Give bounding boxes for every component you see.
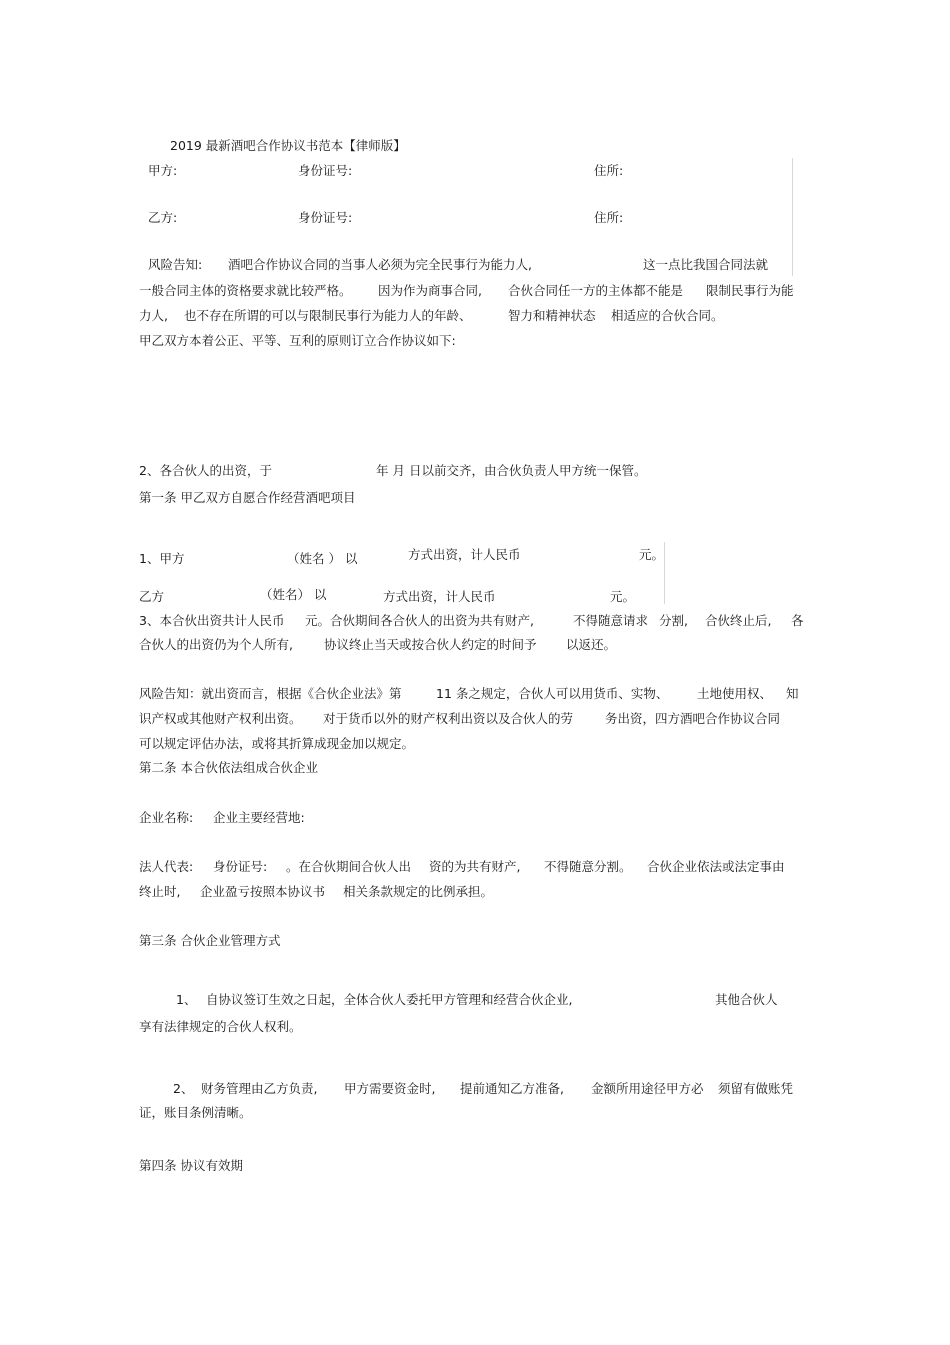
intro-text: 力人, <box>139 308 168 323</box>
management-item-2-number: 2、 <box>173 1081 194 1096</box>
enterprise-place-label: 企业主要经营地: <box>213 810 305 825</box>
intro-text: 甲乙双方本着公正、平等、互利的原则订立合作协议如下: <box>139 333 456 348</box>
document-title: 2019 最新酒吧合作协议书范本【律师版】 <box>170 138 406 153</box>
contribution-party-b: 乙方 <box>139 589 165 604</box>
contribution-method: 方式出资，计人民币 <box>383 589 496 604</box>
intro-text: 因为作为商事合同, <box>378 283 482 298</box>
article-1-heading: 第一条 甲乙双方自愿合作经营酒吧项目 <box>139 490 356 505</box>
risk-notice-2-text: 对于货币以外的财产权利出资以及合伙人的劳 <box>323 711 574 726</box>
management-item-1-text: 享有法律规定的合伙人权利。 <box>139 1019 302 1034</box>
management-item-1-text: 自协议签订生效之日起，全体合伙人委托甲方管理和经营合伙企业, <box>206 992 573 1007</box>
item-3-text: 分割, <box>659 613 688 628</box>
risk-notice-2-text: 知 <box>786 686 799 701</box>
risk-notice-text: 酒吧合作协议合同的当事人必须为完全民事行为能力人, <box>228 257 532 272</box>
contribution-unit: 元。 <box>610 589 636 604</box>
party-a-label: 甲方: <box>148 163 178 178</box>
item-3-text: 元。合伙期间各合伙人的出资为共有财产, <box>305 613 534 628</box>
legal-rep-text: 法人代表: <box>139 859 194 874</box>
intro-text: 也不存在所谓的可以与限制民事行为能力人的年龄、 <box>184 308 472 323</box>
risk-notice-label: 风险告知: <box>148 257 203 272</box>
risk-notice-2-text: 风险告知：就出资而言，根据《合伙企业法》第 <box>139 686 402 701</box>
legal-rep-text: 企业盈亏按照本协议书 <box>200 884 326 899</box>
intro-text: 合伙合同任一方的主体都不能是 <box>508 283 684 298</box>
item-2-text: 年 月 日以前交齐，由合伙负责人甲方统一保管。 <box>376 463 647 478</box>
intro-text: 相适应的合伙合同。 <box>611 308 724 323</box>
risk-notice-text-cont: 这一点比我国合同法就 <box>643 257 769 272</box>
party-a-address-label: 住所: <box>594 163 624 178</box>
management-item-2-text: 证，账目条例清晰。 <box>139 1105 252 1120</box>
party-b-label: 乙方: <box>148 210 178 225</box>
risk-notice-2-text: 土地使用权、 <box>697 686 773 701</box>
contribution-unit: 元。 <box>639 547 665 562</box>
item-3-text: 协议终止当天或按合伙人约定的时间予 <box>324 637 537 652</box>
item-3-text: 合伙终止后, <box>705 613 772 628</box>
legal-rep-text: 合伙企业依法或法定事由 <box>647 859 785 874</box>
management-item-2-text: 财务管理由乙方负责, <box>201 1081 318 1096</box>
party-b-address-label: 住所: <box>594 210 624 225</box>
table-border-right <box>792 158 793 276</box>
legal-rep-text: 身份证号: <box>213 859 268 874</box>
risk-notice-2-text: 可以规定评估办法，或将其折算成现金加以规定。 <box>139 736 415 751</box>
management-item-2-text: 金额所用途径甲方必 <box>591 1081 704 1096</box>
contribution-name-field: （姓名 ） 以 <box>287 551 358 566</box>
item-3-text: 合伙人的出资仍为个人所有, <box>139 637 293 652</box>
article-2-heading: 第二条 本合伙依法组成合伙企业 <box>139 760 318 775</box>
management-item-2-text: 提前通知乙方准备, <box>460 1081 564 1096</box>
item-3-text: 各 <box>791 613 804 628</box>
intro-text: 一般合同主体的资格要求就比较严格。 <box>139 283 352 298</box>
contribution-table-border <box>664 542 665 604</box>
party-b-id-label: 身份证号: <box>298 210 353 225</box>
party-a-id-label: 身份证号: <box>298 163 353 178</box>
management-item-2-text: 甲方需要资金时, <box>344 1081 436 1096</box>
item-3-text: 不得随意请求 <box>573 613 649 628</box>
legal-rep-text: 相关条款规定的比例承担。 <box>343 884 494 899</box>
legal-rep-text: 不得随意分割。 <box>544 859 632 874</box>
contribution-name-field: （姓名） 以 <box>260 587 327 602</box>
management-item-1-text: 其他合伙人 <box>715 992 778 1007</box>
contribution-party-a: 1、甲方 <box>139 551 185 566</box>
intro-text: 限制民事行为能 <box>706 283 794 298</box>
legal-rep-text: 。在合伙期间合伙人出 <box>286 859 412 874</box>
risk-notice-2-text: 11 条之规定，合伙人可以用货币、实物、 <box>436 686 669 701</box>
enterprise-name-label: 企业名称: <box>139 810 194 825</box>
management-item-2-text: 须留有做账凭 <box>718 1081 794 1096</box>
intro-text: 智力和精神状态 <box>508 308 596 323</box>
legal-rep-text: 终止时, <box>139 884 181 899</box>
item-2-text: 2、各合伙人的出资，于 <box>139 463 272 478</box>
risk-notice-2-text: 识产权或其他财产权利出资。 <box>139 711 302 726</box>
legal-rep-text: 资的为共有财产, <box>429 859 521 874</box>
risk-notice-2-text: 务出资，四方酒吧合作协议合同 <box>605 711 781 726</box>
article-4-heading: 第四条 协议有效期 <box>139 1158 243 1173</box>
article-3-heading: 第三条 合伙企业管理方式 <box>139 933 281 948</box>
contribution-method: 方式出资，计人民币 <box>408 547 521 562</box>
item-3-text: 3、本合伙出资共计人民币 <box>139 613 285 628</box>
management-item-1-number: 1、 <box>176 992 197 1007</box>
item-3-text: 以返还。 <box>566 637 617 652</box>
